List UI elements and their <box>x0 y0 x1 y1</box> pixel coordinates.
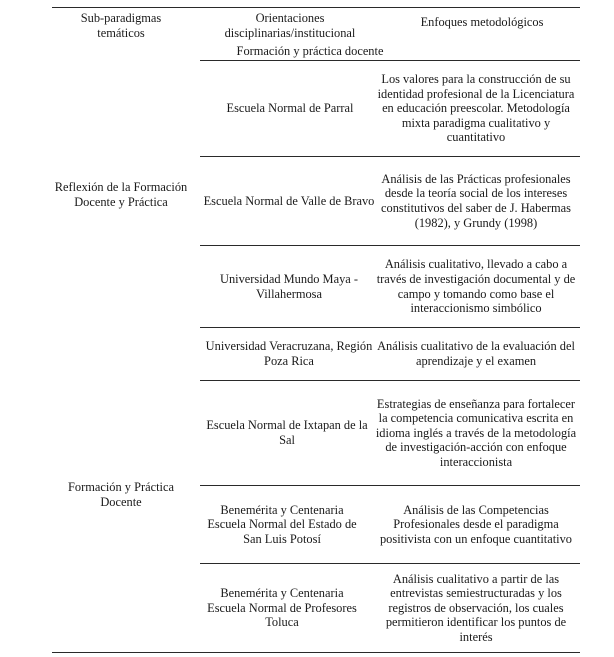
institution-cell: Escuela Normal de Ixtapan de la Sal <box>206 418 368 447</box>
subheader <box>222 43 398 59</box>
institution-cell: Universidad Mundo Maya - Villahermosa <box>220 271 358 301</box>
header-orientations-text: Orientaciones disciplinarias/institucional <box>224 11 356 40</box>
institution-cell: Benemérita y Centenaria Escuela Normal de Profesores Toluca <box>207 586 357 630</box>
subheader-text: Formación y práctica docente <box>236 43 384 58</box>
table-bottom-rule <box>52 652 580 653</box>
header-orientations <box>200 10 380 42</box>
approach-cell: Análisis cualitativo, llevado a cabo a través de investigación documental y de campo y tomando como base el interaccionismo simbólico <box>376 257 576 316</box>
header-approaches-text: Enfoques metodológicos <box>420 14 544 29</box>
approach-cell: Análisis cualitativo de la evaluación del aprendizaje y el examen <box>377 339 575 368</box>
table-top-rule <box>52 7 580 8</box>
institution-cell: Escuela Normal de Parral <box>226 101 354 116</box>
approach-cell: Análisis cualitativo a partir de las entrevistas semiestructuradas y los registros de observación, los cuales permitieron identificar los puntos de interés <box>385 571 567 644</box>
group-label: Reflexión de la Formación Docente y Práctica <box>54 180 188 209</box>
institution-cell: Benemérita y Centenaria Escuela Normal del Estado de San Luis Potosí <box>207 502 357 546</box>
institution-cell: Universidad Veracruzana, Región Poza Rica <box>205 339 373 368</box>
header-subparadigms-text: Sub-paradigmas temáticos <box>80 11 162 40</box>
header-approaches <box>384 10 580 34</box>
approach-cell: Los valores para la construcción de su identidad profesional de la Licenciatura en educación preescolar. Metodología mixta paradigma cualitativo y cuantitativo <box>377 72 575 145</box>
group-label: Formación y Práctica Docente <box>68 480 174 509</box>
approach-cell: Estrategias de enseñanza para fortalecer la competencia comunicativa escrita en idioma inglés a través de la metodología de investigación-acción con enfoque interaccionista <box>375 396 577 469</box>
approach-cell: Análisis de las Competencias Profesionales desde el paradigma positivista con un enfoque cuantitativo <box>379 502 572 546</box>
header-subparadigms <box>56 10 186 42</box>
approach-cell: Análisis de las Prácticas profesionales desde la teoría social de los intereses constitutivos del saber de J. Habermas (1982), y Grundy (1998) <box>381 171 571 230</box>
institution-cell: Escuela Normal de Valle de Bravo <box>203 193 375 208</box>
